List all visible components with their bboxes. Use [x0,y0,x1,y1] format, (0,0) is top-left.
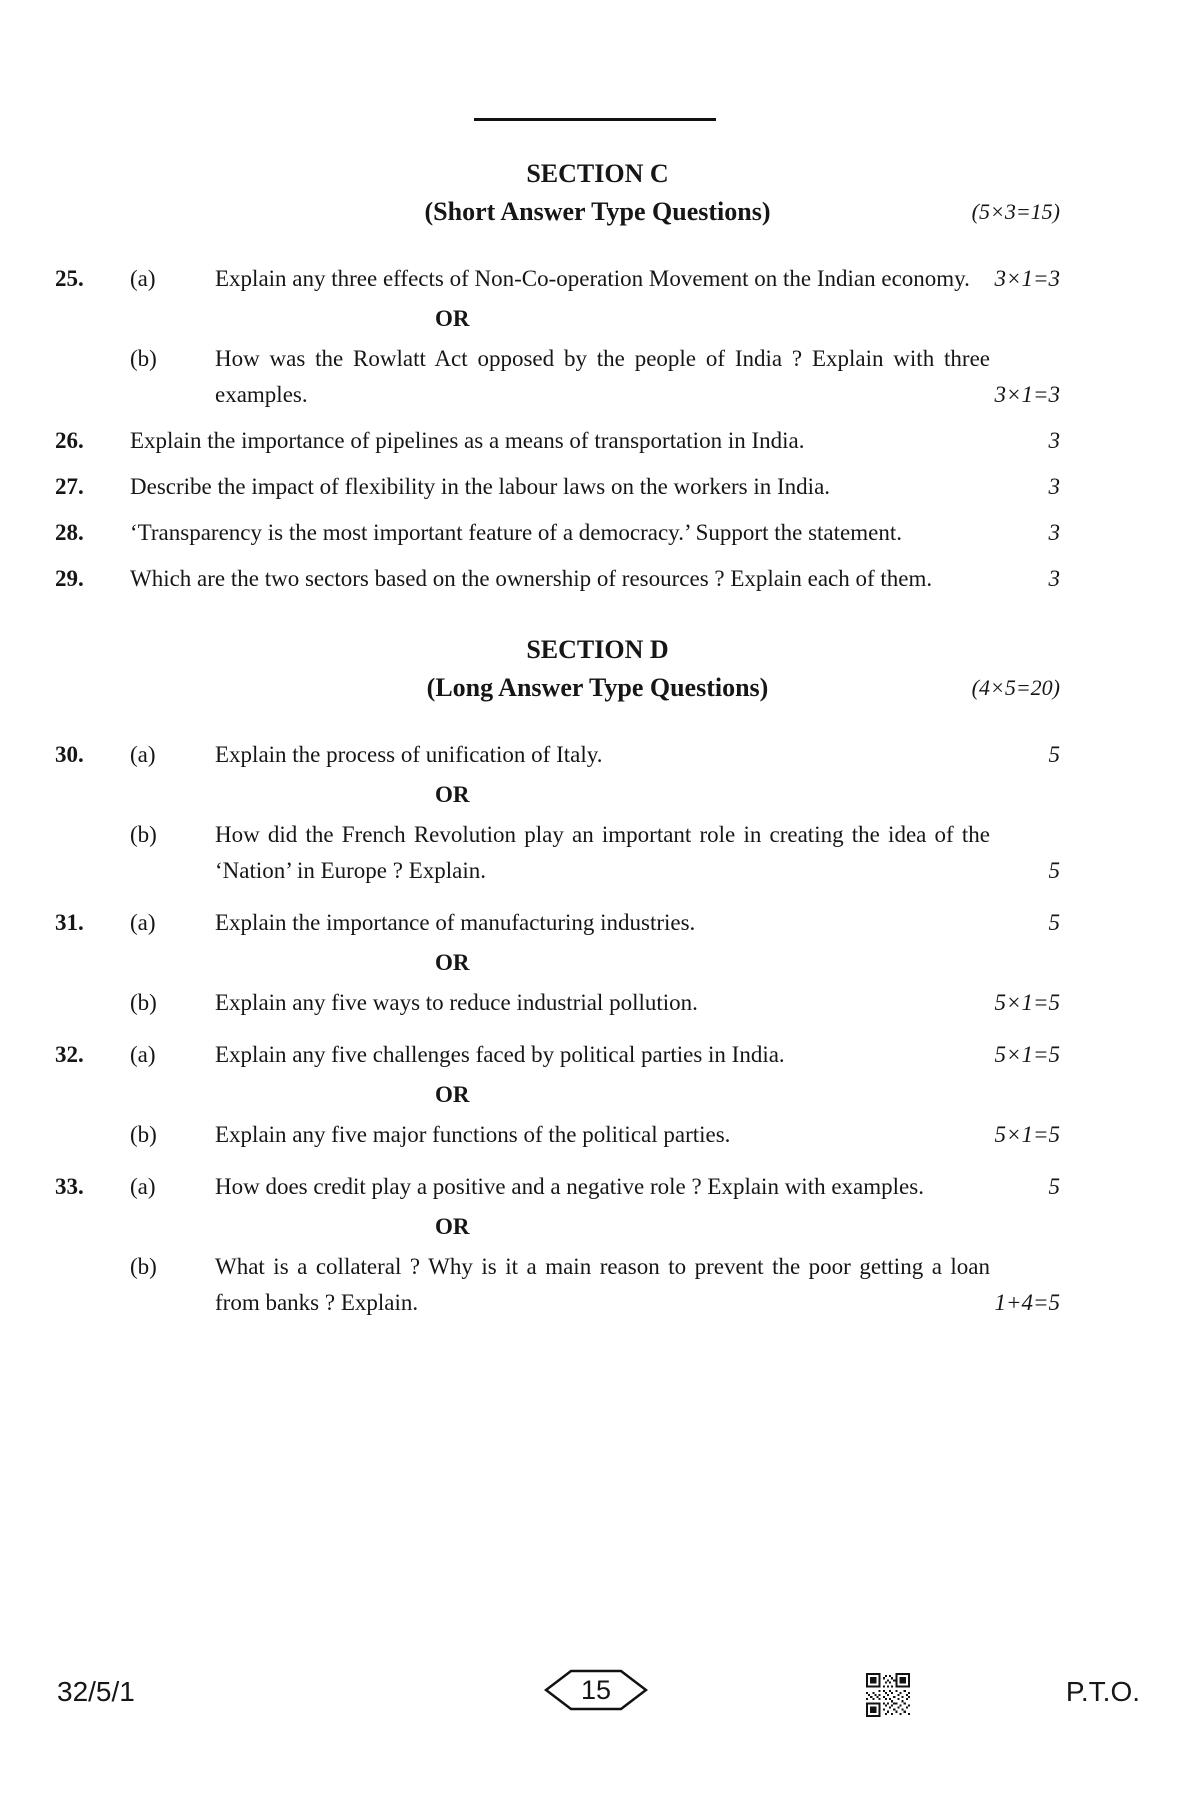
question-text: What is a collateral ? Why is it a main reason to prevent the poor getting a loan from banks ? Explain. [215,1254,990,1315]
question-text: Explain any three effects of Non-Co-operation Movement on the Indian economy. [215,266,970,291]
section-title: SECTION D [526,635,669,664]
document-body [55,155,1060,1321]
question-marks: 5 [1048,742,1060,767]
qr-code-icon [866,1673,910,1717]
question-text: Explain the importance of pipelines as a means of transportation in India. [130,428,805,453]
exam-section [55,631,1060,1321]
question-text: How was the Rowlatt Act opposed by the people of India ? Explain with three examples. [215,346,990,407]
question-row [55,423,1060,459]
section-total-marks: (5×3=15) [971,199,1060,224]
or-separator: OR [435,1214,470,1239]
question-text: Explain any five ways to reduce industrial pollution. [215,990,698,1015]
questions-list [55,737,1060,1321]
question-number: 33. [55,1174,84,1199]
question-row [55,261,1060,297]
qr-code-graphic [866,1673,910,1717]
part-letter: (b) [130,346,157,371]
question-number: 29. [55,566,84,591]
part-letter: (a) [130,910,156,935]
page-footer [0,1668,1190,1738]
question-marks: 3 [1048,474,1060,499]
question-row [55,469,1060,505]
question-block [55,905,1060,1021]
or-separator: OR [435,950,470,975]
question-number [55,341,130,413]
question-text: Explain any five challenges faced by political parties in India. [215,1042,785,1067]
section-subtitle: (Long Answer Type Questions) [426,673,769,702]
question-number [55,1117,130,1153]
section-header [55,631,1060,711]
or-separator: OR [435,1082,470,1107]
paper-code: 32/5/1 [57,1676,135,1707]
question-marks: 5×1=5 [994,1122,1060,1147]
section-subtitle: (Short Answer Type Questions) [424,197,771,226]
question-marks: 5 [1048,858,1060,883]
question-block [55,1169,1060,1321]
question-number: 28. [55,520,84,545]
question-row [55,1169,1060,1205]
section-subtitle-row [135,193,1060,235]
section-header [55,155,1060,235]
hexagon-badge-shape [544,1669,648,1711]
question-marks: 1+4=5 [994,1290,1060,1315]
question-row [55,985,1060,1021]
part-letter: (a) [130,742,156,767]
question-text: Explain the importance of manufacturing industries. [215,910,696,935]
exam-section [55,155,1060,597]
question-text: Explain the process of unification of Italy. [215,742,603,767]
question-text: Which are the two sectors based on the ownership of resources ? Explain each of them. [130,566,933,591]
question-number: 32. [55,1042,84,1067]
part-letter: (a) [130,1174,156,1199]
header-rule [474,118,716,121]
question-marks: 3×1=3 [994,266,1060,291]
question-block [55,737,1060,889]
part-letter: (b) [130,990,157,1015]
question-marks: 5×1=5 [994,1042,1060,1067]
question-row [55,1037,1060,1073]
question-marks: 5 [1048,910,1060,935]
question-text: Describe the impact of flexibility in the labour laws on the workers in India. [130,474,831,499]
question-text: ‘Transparency is the most important feature of a democracy.’ Support the statement. [130,520,902,545]
question-marks: 5×1=5 [994,990,1060,1015]
question-row [55,1117,1060,1153]
question-number: 26. [55,428,84,453]
question-number: 30. [55,742,84,767]
question-marks: 3×1=3 [994,382,1060,407]
part-letter: (b) [130,1254,157,1279]
question-block [55,1037,1060,1153]
part-letter: (b) [130,1122,157,1147]
question-marks: 3 [1048,428,1060,453]
section-subtitle-row [135,669,1060,711]
questions-list [55,261,1060,597]
question-block [55,515,1060,551]
question-block [55,261,1060,413]
question-row [55,341,1060,413]
question-number [55,1249,130,1321]
question-number: 31. [55,910,84,935]
question-marks: 3 [1048,566,1060,591]
question-paper-page [0,118,1190,1707]
question-row [55,737,1060,773]
question-number [55,985,130,1021]
section-title: SECTION C [526,159,669,188]
question-marks: 5 [1048,1174,1060,1199]
part-letter: (b) [130,822,157,847]
section-total-marks: (4×5=20) [971,675,1060,700]
question-block [55,469,1060,505]
or-separator: OR [435,306,470,331]
question-number [55,817,130,889]
pto-label: P.T.O. [1065,1676,1140,1707]
question-row [55,817,1060,889]
question-block [55,561,1060,597]
question-row [55,561,1060,597]
page-number-badge [544,1669,648,1711]
question-row [55,515,1060,551]
question-row [55,905,1060,941]
question-text: Explain any five major functions of the political parties. [215,1122,731,1147]
question-row [55,1249,1060,1321]
question-marks: 3 [1048,520,1060,545]
part-letter: (a) [130,266,156,291]
question-number: 27. [55,474,84,499]
or-separator: OR [435,782,470,807]
question-number: 25. [55,266,84,291]
question-text: How does credit play a positive and a negative role ? Explain with examples. [215,1174,924,1199]
question-text: How did the French Revolution play an important role in creating the idea of the ‘Nation’ in Europe ? Explain. [215,822,990,883]
page-number: 15 [580,1675,612,1705]
part-letter: (a) [130,1042,156,1067]
question-block [55,423,1060,459]
